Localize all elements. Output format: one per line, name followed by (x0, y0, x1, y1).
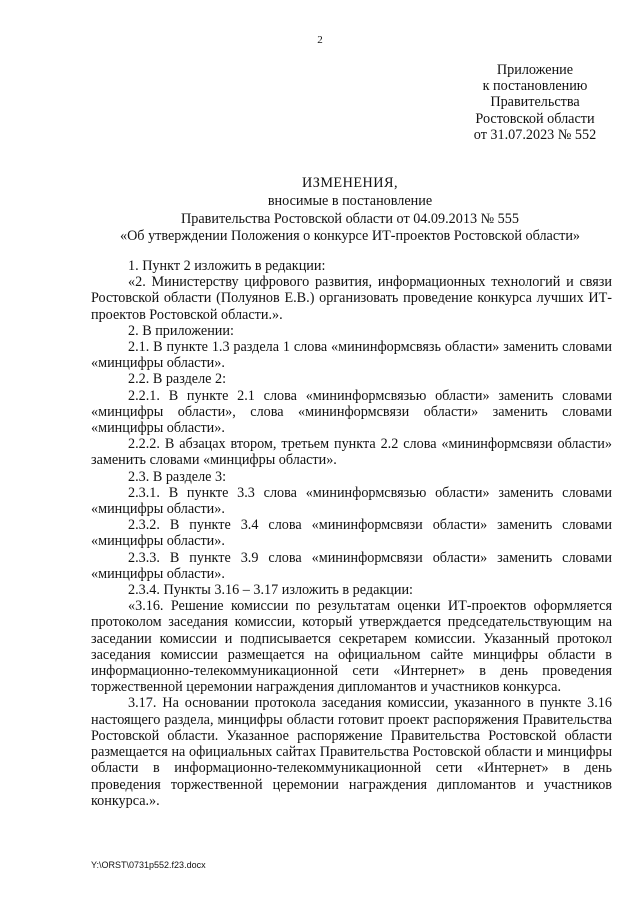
appendix-line: Правительства (490, 94, 580, 111)
title-line: «Об утверждении Положения о конкурсе ИТ-проектов Ростовской области» (119, 228, 581, 245)
file-path-footer: Y:\ORST\0731p552.f23.docx (91, 860, 206, 870)
paragraph: 2.3.2. В пункте 3.4 слова «мининформсвязи области» заменить словами «минцифры области». (91, 517, 612, 550)
paragraph: 2.3.3. В пункте 3.9 слова «мининформсвязи области» заменить словами «минцифры области». (91, 549, 612, 582)
paragraph: 2.2.2. В абзацах втором, третьем пункта 2.2 слова «мининформсвязи области» заменить словами «минцифры области». (91, 436, 612, 469)
appendix-date-number: от 31.07.2023 № 552 (473, 126, 597, 143)
appendix-line: Ростовской области (475, 110, 595, 127)
appendix-line: к постановлению (482, 78, 588, 95)
paragraph: «2. Министерству цифрового развития, информационных технологий и связи Ростовской области (Полуянов Е.В.) организовать проведение конкурса лучших ИТ-проектов Ростовской области.». (91, 274, 612, 323)
paragraph: «3.16. Решение комиссии по результатам оценки ИТ-проектов оформляется протоколом заседания комиссии, который утверждается председательствующим на заседании комиссии и подписывается секретарем комиссии. Указанный протокол заседания комиссии размещается на официальном сайте минцифры области в информационно-телекоммуникационной сети «Интернет» в день проведения торжественной церемонии награждения дипломантов и участников конкурса. (91, 598, 612, 696)
paragraph: 1. Пункт 2 изложить в редакции: (128, 258, 326, 274)
title-line: вносимые в постановление (267, 193, 433, 210)
paragraph: 2.1. В пункте 1.3 раздела 1 слова «мининформсвязь области» заменить словами «минцифры области». (91, 339, 612, 372)
page-number: 2 (317, 34, 323, 46)
appendix-line: Приложение (496, 62, 574, 78)
title-line: Правительства Ростовской области от 04.09.2013 № 555 (181, 210, 519, 227)
paragraph: 2.2. В разделе 2: (128, 371, 227, 388)
paragraph: 2.2.1. В пункте 2.1 слова «мининформсвязью области» заменить словами «минцифры области», слова «мининформсвязи области» заменить словами «минцифры области». (91, 387, 612, 437)
paragraph: 3.17. На основании протокола заседания комиссии, указанного в пункте 3.16 настоящего раздела, минцифры области готовит проект распоряжения Правительства Ростовской области. Указанное распоряжение Правительства Ростовской области размещается на официальных сайтах Правительства Ростовской области и минцифры области в информационно-телекоммуникационной сети «Интернет» в день проведения торжественной церемонии награждения дипломантов и участников конкурса.». (91, 695, 612, 809)
document-body (91, 258, 612, 809)
document-title (80, 175, 620, 246)
paragraph: 2. В приложении: (128, 322, 234, 339)
appendix-header (430, 62, 640, 143)
paragraph: 2.3.4. Пункты 3.16 – 3.17 изложить в редакции: (128, 582, 413, 599)
paragraph: 2.3. В разделе 3: (128, 468, 227, 485)
title-heading: ИЗМЕНЕНИЯ, (301, 175, 399, 191)
paragraph: 2.3.1. В пункте 3.3 слова «мининформсвязью области» заменить словами «минцифры области». (91, 484, 612, 518)
